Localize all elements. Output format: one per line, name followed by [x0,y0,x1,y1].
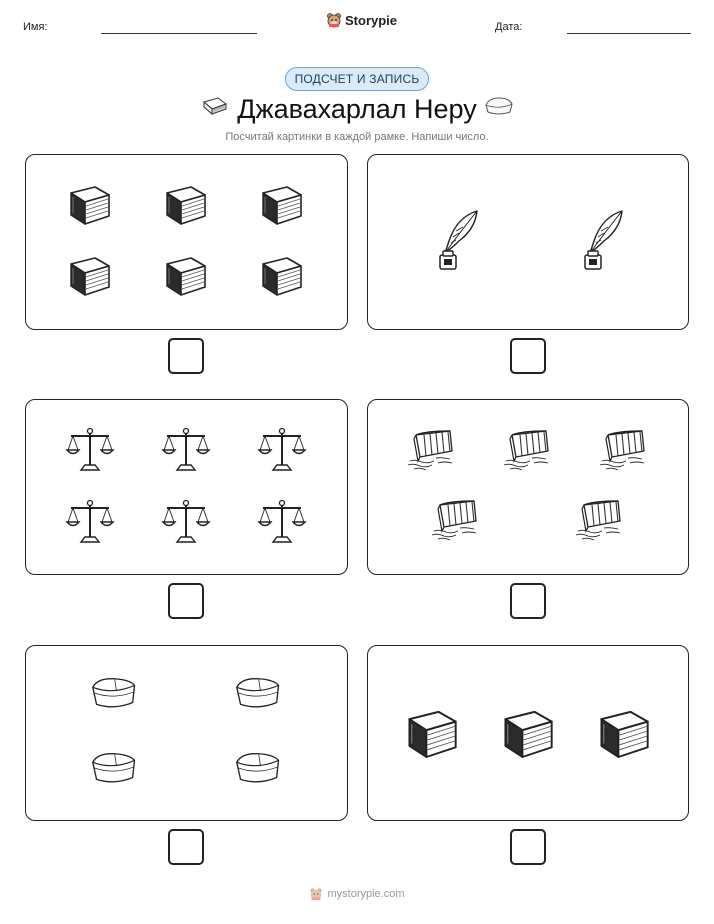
book-icon [65,183,115,229]
scales-icon [161,426,211,474]
book-icon [161,254,211,300]
gandhi-cap-icon [232,749,283,787]
name-label: Имя: [23,21,48,33]
footer-bear-icon [309,887,323,901]
scales-icon [257,498,307,546]
activity-badge: ПОДСЧЕТ И ЗАПИСЬ [285,67,429,91]
dam-icon [502,427,554,473]
page-title: Джавахарлал Неру [237,94,477,124]
gandhi-cap-icon [88,749,139,787]
instructions: Посчитай картинки в каждой рамке. Напиши число. [225,131,489,143]
scales-icon [257,426,307,474]
book-icon [498,707,559,763]
footer-url: mystorypie.com [327,888,405,900]
book-icon [402,707,463,763]
scales-icon [161,498,211,546]
scales-icon [65,498,115,546]
dam-icon [574,497,626,543]
scales-icon [65,426,115,474]
dam-icon [598,427,650,473]
dam-icon [430,497,482,543]
gandhi-cap-icon [88,674,139,712]
quill-ink-icon [572,207,628,273]
book-icon [65,254,115,300]
book-icon [161,183,211,229]
dam-icon [406,427,458,473]
book-icon [257,183,307,229]
quill-ink-icon [427,207,483,273]
book-icon [257,254,307,300]
gandhi-cap-icon [232,674,283,712]
brand-name: Storypie [345,12,398,28]
book-icon [594,707,655,763]
footer [0,887,714,901]
date-label: Дата: [495,21,523,33]
